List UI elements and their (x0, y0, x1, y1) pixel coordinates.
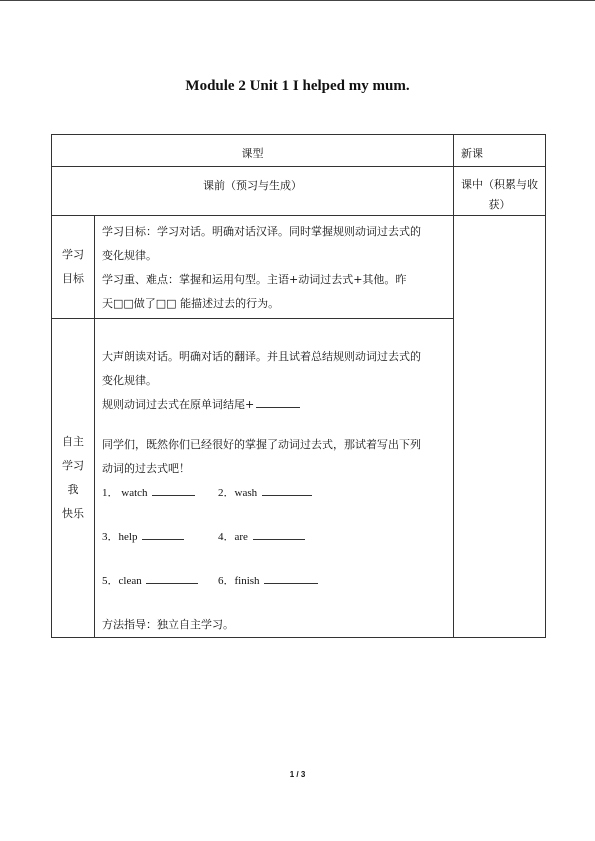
exercise-row-2 (102, 525, 447, 549)
study-p2-line2: 动词的过去式吧！ (102, 462, 190, 475)
before-class-header: 课前（预习与生成） (52, 167, 454, 216)
goals-label-line1: 学习 (62, 248, 84, 261)
exercise-6-blank[interactable] (264, 570, 318, 584)
exercise-1: 1． watch (102, 481, 218, 505)
in-class-notes-cell (454, 216, 546, 638)
goals-line3: 学习重、难点：掌握和运用句型。主语+动词过去式+其他。昨 (102, 273, 407, 286)
study-p1-line2: 变化规律。 (102, 374, 157, 387)
exercise-4: 4．are (218, 525, 305, 549)
study-p2-line1: 同学们，既然你们已经很好的掌握了动词过去式，那试着写出下列 (102, 438, 421, 451)
goals-row (52, 216, 546, 319)
exercise-5: 5．clean (102, 569, 218, 593)
exercise-3: 3．help (102, 525, 218, 549)
goals-line2: 变化规律。 (102, 249, 157, 262)
goals-content (95, 216, 454, 319)
exercise-2-blank[interactable] (262, 482, 312, 496)
method-guidance: 方法指导：独立自主学习。 (102, 618, 234, 631)
section-header-row (52, 167, 546, 216)
exercise-3-blank[interactable] (142, 526, 184, 540)
self-study-label-line4: 快乐 (62, 507, 84, 520)
goals-line4: 天□□做了□□ 能描述过去的行为。 (102, 297, 280, 310)
exercise-6: 6．finish (218, 569, 318, 593)
self-study-label (52, 319, 95, 638)
goals-label-line2: 目标 (62, 272, 84, 285)
lesson-table (51, 134, 546, 638)
rule-text: 规则动词过去式在原单词结尾+ (102, 398, 255, 411)
top-rule (0, 0, 595, 1)
exercise-4-blank[interactable] (253, 526, 305, 540)
exercise-5-blank[interactable] (146, 570, 198, 584)
exercise-2: 2．wash (218, 481, 312, 505)
rule-blank[interactable] (256, 394, 300, 408)
exercise-1-blank[interactable] (152, 482, 195, 496)
course-type-label: 课型 (52, 135, 454, 167)
page-title: Module 2 Unit 1 I helped my mum. (185, 78, 410, 94)
goals-label (52, 216, 95, 319)
exercise-row-1 (102, 481, 447, 505)
self-study-label-line1: 自主 (62, 435, 84, 448)
self-study-label-line3: 我 (67, 483, 79, 496)
course-type-value: 新课 (454, 135, 546, 167)
rule-line (102, 393, 447, 417)
self-study-label-line2: 学习 (62, 459, 84, 472)
page-number: 1 / 3 (289, 770, 306, 779)
course-type-row (52, 135, 546, 167)
study-p1-line1: 大声朗读对话。明确对话的翻译。并且试着总结规则动词过去式的 (102, 350, 421, 363)
self-study-content (95, 319, 454, 638)
exercise-row-3 (102, 569, 447, 593)
goals-line1: 学习目标：学习对话。明确对话汉译。同时掌握规则动词过去式的 (102, 225, 421, 238)
in-class-header: 课中（积累与收获） (454, 167, 546, 216)
